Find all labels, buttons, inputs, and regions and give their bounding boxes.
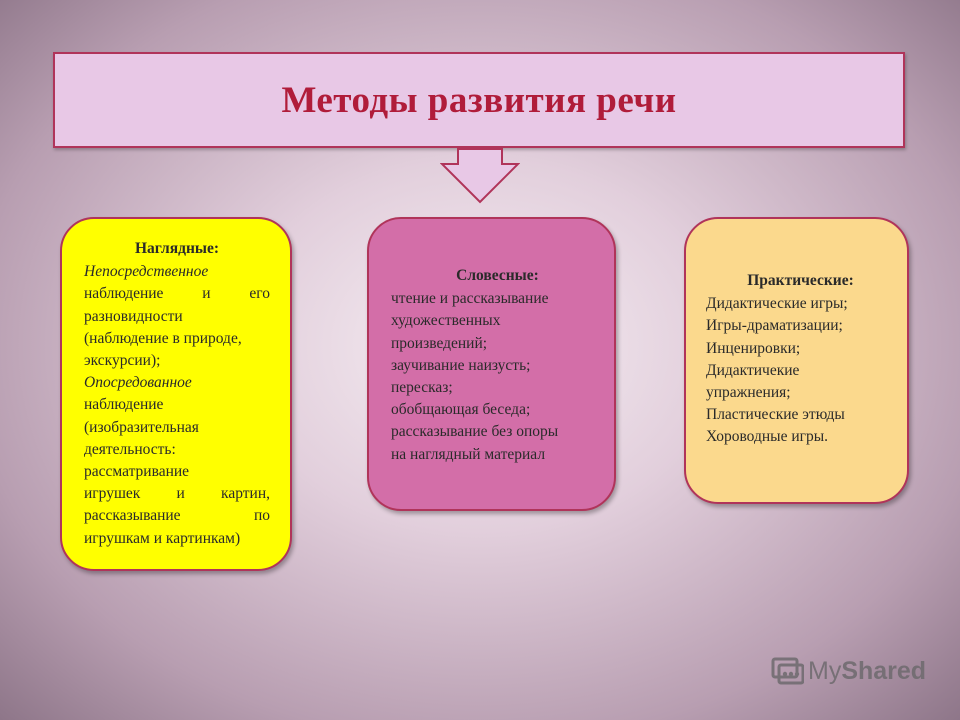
visual-line: (наблюдение в природе, <box>84 329 242 347</box>
visual-line: наблюдение и его <box>84 285 270 303</box>
myshared-watermark <box>770 656 926 686</box>
watermark-text-bold: Shared <box>841 656 927 685</box>
verbal-methods-card <box>367 217 616 511</box>
visual-line: разновидности <box>84 307 183 325</box>
practical-line: Инценировки; <box>706 339 801 357</box>
visual-line: Непосредственное <box>84 263 209 281</box>
verbal-line: заучивание наизусть; <box>391 356 531 374</box>
verbal-line: чтение и рассказывание <box>391 290 549 308</box>
verbal-line: художественных <box>391 312 501 330</box>
practical-line: Пластические этюды <box>706 406 845 424</box>
myshared-logo-icon <box>770 656 804 686</box>
verbal-line: пересказ; <box>391 379 453 397</box>
verbal-line: рассказывание без опоры <box>391 423 559 441</box>
visual-line: экскурсии); <box>84 352 161 370</box>
verbal-line: обобщающая беседа; <box>391 401 531 419</box>
practical-line: Игры-драматизации; <box>706 317 843 335</box>
practical-line: Хороводные игры. <box>706 428 829 446</box>
practical-heading: Практические: <box>747 272 854 289</box>
title-box <box>53 52 905 148</box>
verbal-line: на наглядный материал <box>391 445 546 463</box>
down-arrow-icon <box>440 148 520 204</box>
verbal-line: произведений; <box>391 334 488 352</box>
visual-line: Опосредованное <box>84 374 192 392</box>
visual-line: рассматривание <box>84 463 190 481</box>
practical-line: упражнения; <box>706 384 791 402</box>
visual-line: рассказывание по <box>84 507 270 525</box>
verbal-heading: Словесные: <box>456 267 539 284</box>
practical-line: Дидактичекие <box>706 361 800 379</box>
visual-heading: Наглядные: <box>134 240 220 257</box>
diagram-title: Методы развития речи <box>281 79 677 121</box>
practical-methods-card <box>684 217 909 504</box>
watermark-text-light: My <box>808 656 842 685</box>
practical-line: Дидактические игры; <box>706 295 848 313</box>
visual-line: игрушкам и картинкам) <box>84 529 241 547</box>
visual-line: игрушек и картин, <box>84 485 270 503</box>
visual-methods-card <box>60 217 292 571</box>
visual-line: (изобразительная <box>84 418 199 436</box>
visual-line: деятельность: <box>84 440 176 458</box>
visual-line: наблюдение <box>84 396 164 414</box>
